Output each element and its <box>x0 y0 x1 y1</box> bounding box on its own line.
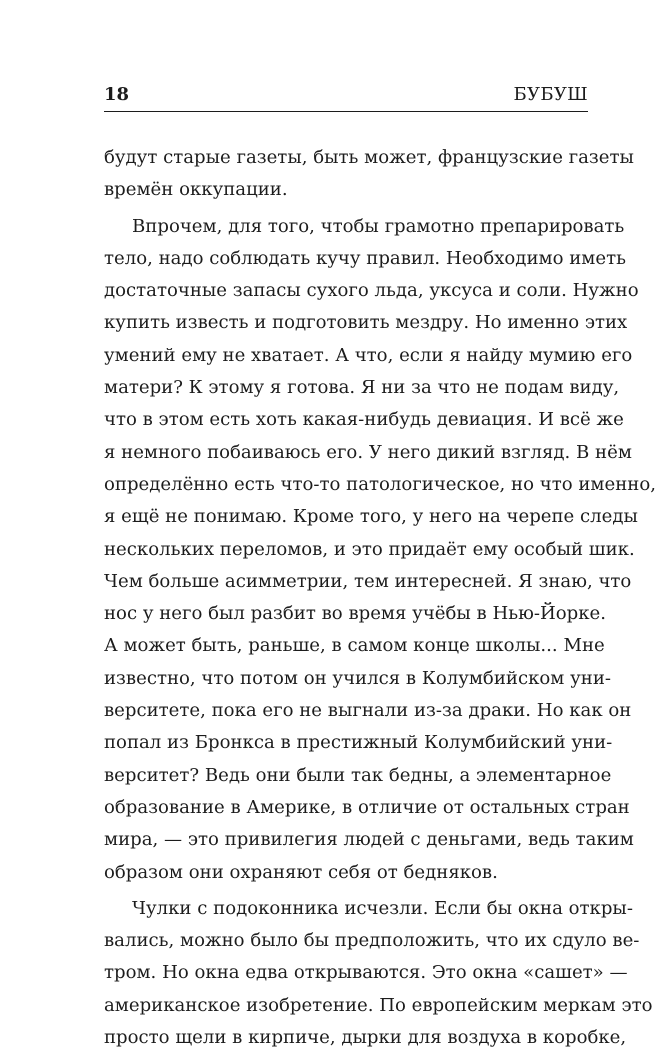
text-line: мира, — это привилегия людей с деньгами, ведь таким <box>104 829 634 851</box>
text-line: тело, надо соблюдать кучу правил. Необходимо иметь <box>104 247 626 269</box>
running-title: БУБУШ <box>513 84 588 105</box>
text-line: Впрочем, для того, чтобы грамотно препарировать <box>132 215 625 237</box>
text-line: я ещё не понимаю. Кроме того, у него на черепе следы <box>104 506 638 528</box>
text-line: купить известь и подготовить мездру. Но именно этих <box>104 312 628 334</box>
running-head <box>104 82 588 110</box>
text-line: тром. Но окна едва открываются. Это окна «сашет» — <box>104 962 628 984</box>
text-line: верситет? Ведь они были так бедны, а элементарное <box>104 764 612 786</box>
header-rule <box>104 111 588 112</box>
text-line: верситете, пока его не выгнали из-за драки. Но как он <box>104 700 632 722</box>
text-line: времён оккупации. <box>104 179 288 201</box>
text-line: матери? К этому я готова. Я ни за что не подам виду, <box>104 377 620 399</box>
text-line: А может быть, раньше, в самом конце школы... Мне <box>104 635 605 657</box>
text-line: Чем больше асимметрии, тем интересней. Я знаю, что <box>104 570 632 592</box>
text-line: я немного побаиваюсь его. У него дикий взгляд. В нём <box>104 441 632 463</box>
text-line: образование в Америке, в отличие от остальных стран <box>104 796 630 818</box>
text-line: нос у него был разбит во время учёбы в Нью-Йорке. <box>104 603 606 625</box>
text-line: американское изобретение. По европейским меркам это <box>104 994 653 1016</box>
text-line: умений ему не хватает. А что, если я найду мумию его <box>104 344 633 366</box>
text-line: попал из Бронкса в престижный Колумбийский уни- <box>104 732 613 754</box>
text-line: нескольких переломов, и это придаёт ему особый шик. <box>104 538 635 560</box>
text-line: просто щели в кирпиче, дырки для воздуха в коробке, <box>104 1027 627 1049</box>
text-line: будут старые газеты, быть может, французские газеты <box>104 147 634 168</box>
text-line: что в этом есть хоть какая-нибудь девиация. И всё же <box>104 409 624 431</box>
body-text <box>104 142 656 1054</box>
text-line: известно, что потом он учился в Колумбийском уни- <box>104 667 611 689</box>
text-line: достаточные запасы сухого льда, уксуса и соли. Нужно <box>104 280 639 302</box>
text-line: определённо есть что-то патологическое, но что именно, <box>104 473 656 495</box>
page-number: 18 <box>104 84 130 105</box>
text-line: образом они охраняют себя от бедняков. <box>104 861 498 883</box>
text-line: вались, можно было бы предположить, что их сдуло ве- <box>104 930 640 952</box>
text-line: Чулки с подоконника исчезли. Если бы окна откры- <box>132 897 633 919</box>
